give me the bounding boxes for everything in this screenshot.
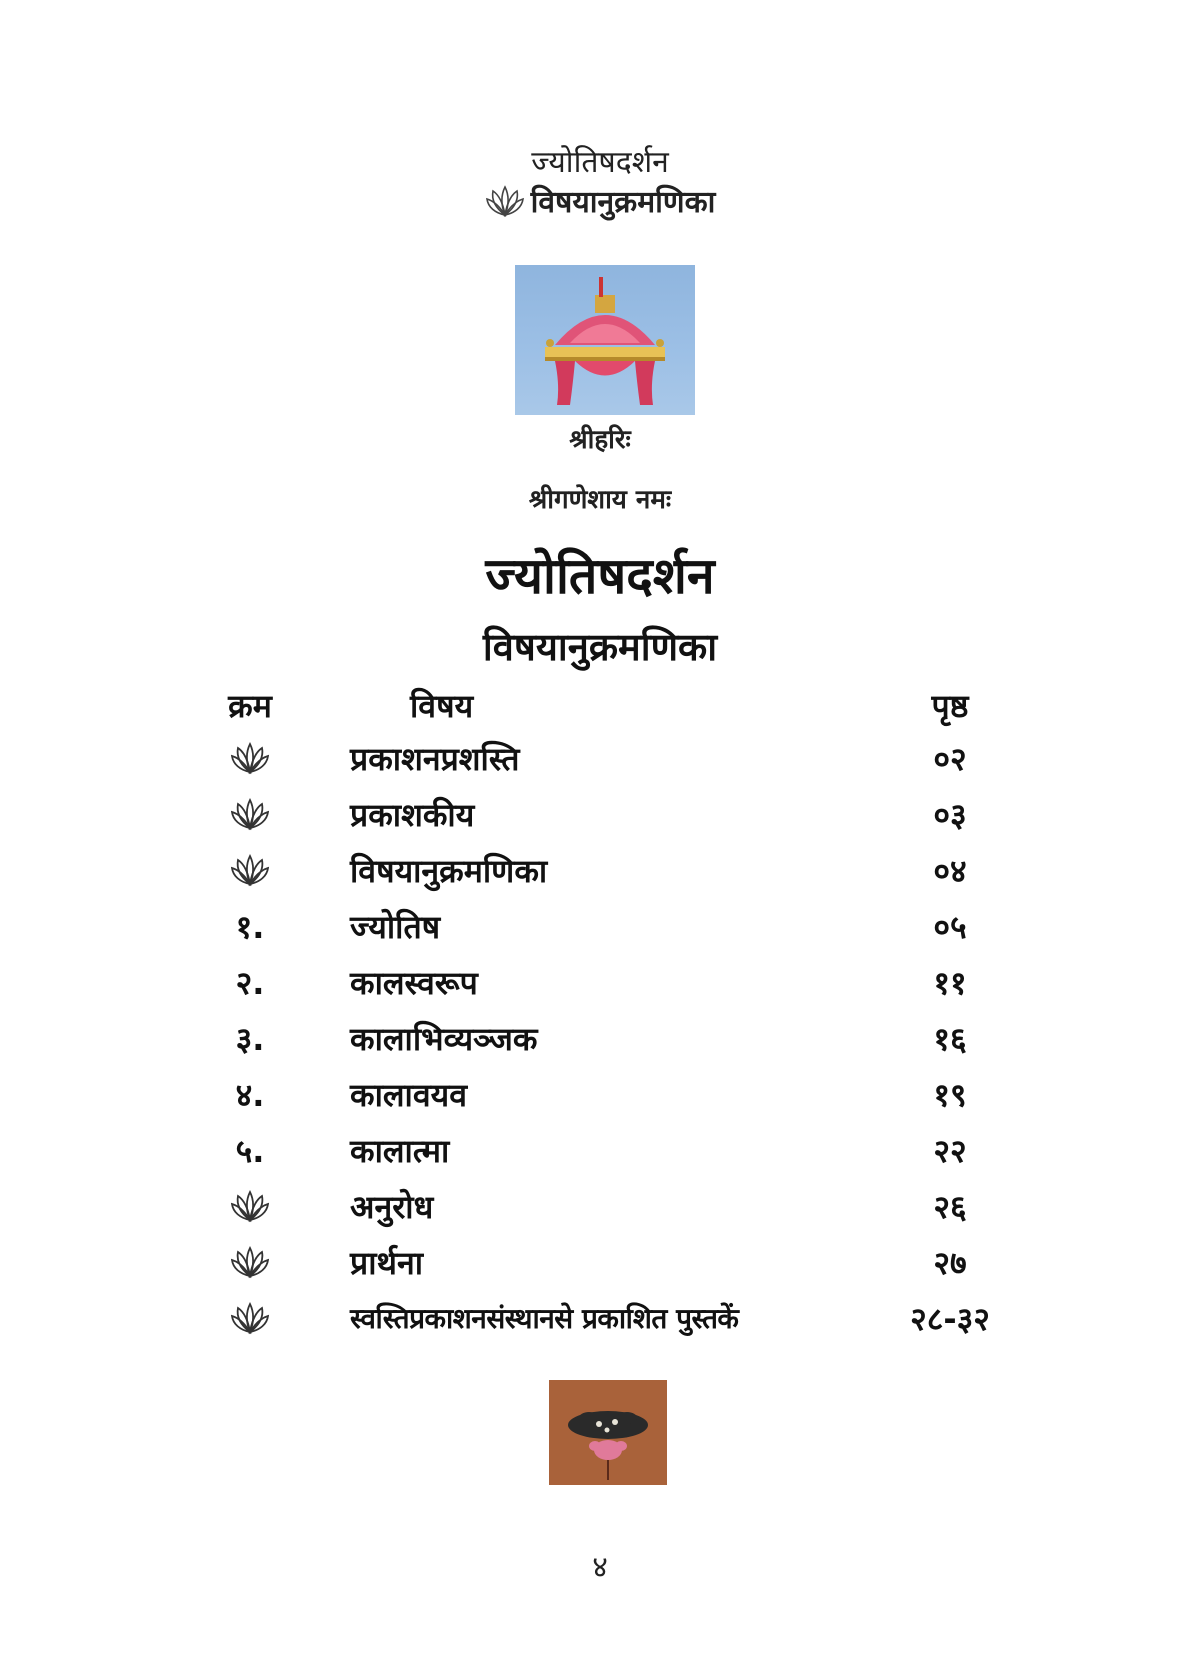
toc-row: [190, 842, 1020, 898]
toc-row-page: २७: [933, 1243, 967, 1282]
table-of-contents: [190, 680, 1020, 1346]
toc-row: [190, 1066, 1020, 1122]
main-title: ज्योतिषदर्शन: [485, 546, 715, 605]
toc-row-page: ०३: [933, 795, 967, 834]
toc-row: [190, 730, 1020, 786]
toc-row-marker: [190, 1300, 310, 1336]
toc-row-subject: कालस्वरूप: [350, 963, 478, 1002]
toc-header-row: [190, 680, 1020, 730]
page-number: ४: [592, 1550, 608, 1585]
toc-row-page: २६: [933, 1187, 967, 1226]
toc-header-number: क्रम: [228, 686, 272, 725]
toc-row-page: २८-३२: [910, 1299, 990, 1338]
toc-row-subject: कालावयव: [350, 1075, 467, 1114]
toc-row-number: २.: [235, 963, 265, 1002]
canopy-illustration: [515, 265, 695, 415]
toc-row-number: ३.: [235, 1019, 265, 1058]
toc-row-page: १६: [933, 1019, 967, 1058]
toc-header-subject: विषय: [410, 686, 474, 725]
lotus-icon: [230, 1244, 270, 1280]
lotus-icon: [485, 183, 525, 219]
toc-row: [190, 1290, 1020, 1346]
lotus-icon: [230, 740, 270, 776]
toc-row-page: ०५: [933, 907, 967, 946]
toc-row-marker: [190, 852, 310, 888]
toc-row-subject: कालाभिव्यञ्जक: [350, 1019, 538, 1058]
toc-row-subject: ज्योतिष: [350, 907, 441, 946]
toc-row-number: १.: [235, 907, 265, 946]
header-subtitle-line: [0, 180, 1200, 221]
canopy-image: [515, 265, 695, 415]
flower-illustration: [549, 1380, 667, 1485]
toc-row-page: १९: [933, 1075, 967, 1114]
toc-row-page: ०४: [933, 851, 967, 890]
toc-row-page: २२: [933, 1131, 967, 1170]
toc-row: [190, 786, 1020, 842]
toc-row-subject: प्रार्थना: [350, 1243, 423, 1282]
toc-row-marker: [190, 740, 310, 776]
toc-row-marker: [190, 1244, 310, 1280]
toc-row: [190, 954, 1020, 1010]
toc-row: [190, 1178, 1020, 1234]
header-subtitle: विषयानुक्रमणिका: [530, 185, 716, 220]
toc-row-subject: स्वस्तिप्रकाशनसंस्थानसे प्रकाशित पुस्तकें: [350, 1302, 739, 1335]
toc-header-page: पृष्ठ: [931, 686, 969, 725]
toc-row: [190, 1010, 1020, 1066]
toc-row-subject: अनुरोध: [350, 1187, 434, 1226]
toc-row: [190, 1234, 1020, 1290]
toc-row-page: ०२: [933, 739, 967, 778]
lotus-icon: [230, 1188, 270, 1224]
toc-row-subject: कालात्मा: [350, 1131, 450, 1170]
toc-row-subject: विषयानुक्रमणिका: [350, 851, 548, 890]
main-subtitle: विषयानुक्रमणिका: [482, 625, 718, 669]
toc-row-subject: प्रकाशकीय: [350, 795, 475, 834]
invocation-shri-ganesh: श्रीगणेशाय नमः: [528, 485, 672, 515]
lotus-icon: [230, 1300, 270, 1336]
toc-row-marker: [190, 796, 310, 832]
header-title: ज्योतिषदर्शन: [531, 145, 669, 180]
toc-row-number: ५.: [235, 1131, 265, 1170]
toc-row-subject: प्रकाशनप्रशस्ति: [350, 739, 520, 778]
toc-rows: [190, 730, 1020, 1346]
toc-row-marker: [190, 1188, 310, 1224]
toc-row-page: ११: [933, 963, 967, 1002]
lotus-icon: [230, 796, 270, 832]
toc-row: [190, 1122, 1020, 1178]
toc-row: [190, 898, 1020, 954]
invocation-shri-hari: श्रीहरिः: [569, 425, 631, 455]
lotus-icon: [230, 852, 270, 888]
flower-image: [549, 1380, 667, 1485]
toc-row-number: ४.: [235, 1075, 265, 1114]
